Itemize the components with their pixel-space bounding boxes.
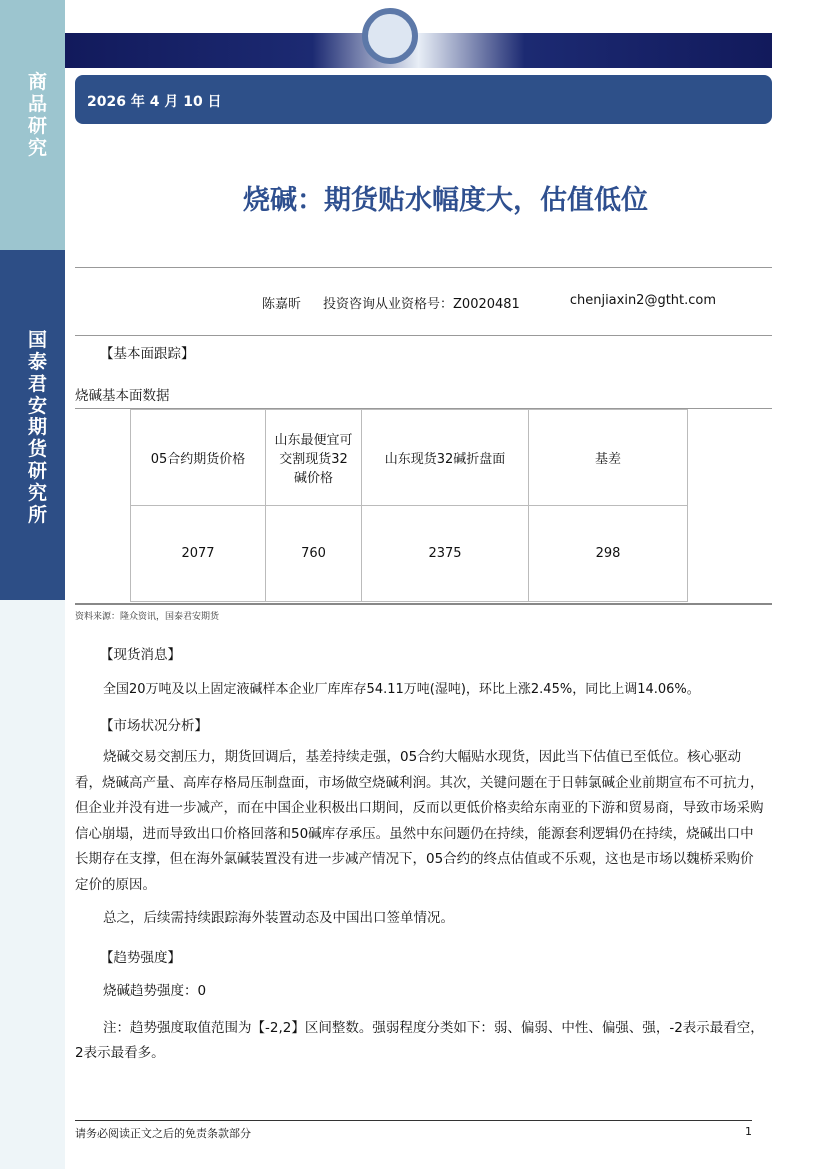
sidebar-bottom-label: 国泰君安期货研究所: [28, 329, 48, 526]
table-source: 资料来源：隆众资讯，国泰君安期货: [75, 612, 220, 622]
table-title: 烧碱基本面数据: [75, 388, 170, 404]
trend-text: 烧碱趋势强度：0: [103, 983, 207, 999]
table-header: 基差: [529, 410, 688, 506]
footer-disclaimer: 请务必阅读正文之后的免责条款部分: [75, 1127, 251, 1140]
page-number: 1: [745, 1125, 752, 1138]
table-header: 山东现货32碱折盘面: [362, 410, 529, 506]
section-trend: 【趋势强度】: [100, 950, 181, 966]
table-header: 05合约期货价格: [131, 410, 266, 506]
summary-text: 总之，后续需持续跟踪海外装置动态及中国出口签单情况。: [103, 910, 454, 926]
table-header: 山东最便宜可交割现货32碱价格: [266, 410, 362, 506]
fundamentals-table: [130, 409, 688, 602]
table-cell: 2077: [131, 506, 266, 602]
section-fundamentals: 【基本面跟踪】: [100, 346, 195, 362]
author-license: 投资咨询从业资格号：Z0020481: [323, 297, 520, 312]
date-bar: [75, 75, 772, 124]
table-cell: 760: [266, 506, 362, 602]
spot-text: 全国20万吨及以上固定液碱样本企业厂库库存54.11万吨(湿吨)，环比上涨2.45%，同比上调14.06%。: [103, 682, 700, 697]
section-market: 【市场状况分析】: [100, 718, 208, 734]
section-spot: 【现货消息】: [100, 647, 181, 663]
table-cell: 2375: [362, 506, 529, 602]
sidebar-rest: [0, 600, 65, 1169]
table-header-row: [131, 410, 688, 506]
author-line: [262, 293, 716, 312]
footer: [75, 1120, 752, 1141]
page-title: 烧碱：期货贴水幅度大，估值低位: [243, 185, 648, 216]
report-date: 2026 年 4 月 10 日: [87, 94, 222, 110]
author-email[interactable]: chenjiaxin2@gtht.com: [569, 293, 717, 308]
divider: [75, 603, 772, 605]
market-text: 烧碱交易交割压力，期货回调后，基差持续走强，05合约大幅贴水现货，因此当下估值已至低位。核心驱动看，烧碱高产量、高库存格局压制盘面，市场做空烧碱利润。其次，关键问题在于日韩氯碱企业前期宣布不可抗力，但企业并没有进一步减产，而在中国企业积极出口期间，反而以更低价格卖给东南亚的下游和贸易商，导致市场采购信心崩塌，进而导致出口价格回落和50碱库存承压。虽然中东问题仍在持续，能源套利逻辑仍在持续，烧碱出口中长期存在支撑，但在海外氯碱装置没有进一步减产情况下，05合约的终点估值或不乐观，这也是市场以魏桥采购价定价的原因。: [75, 749, 764, 893]
divider: [75, 335, 772, 336]
note-text: 注：趋势强度取值范围为【-2,2】区间整数。强弱程度分类如下：弱、偏弱、中性、偏强、强，-2表示最看空，2表示最看多。: [75, 1020, 764, 1061]
diamond-logo-icon: [362, 8, 418, 64]
sidebar-top-label: 商品研究: [28, 71, 48, 159]
table-cell: 298: [529, 506, 688, 602]
divider: [75, 267, 772, 268]
table-row: [131, 506, 688, 602]
header-banner: [65, 33, 772, 68]
author-name: 陈嘉昕: [262, 297, 302, 312]
